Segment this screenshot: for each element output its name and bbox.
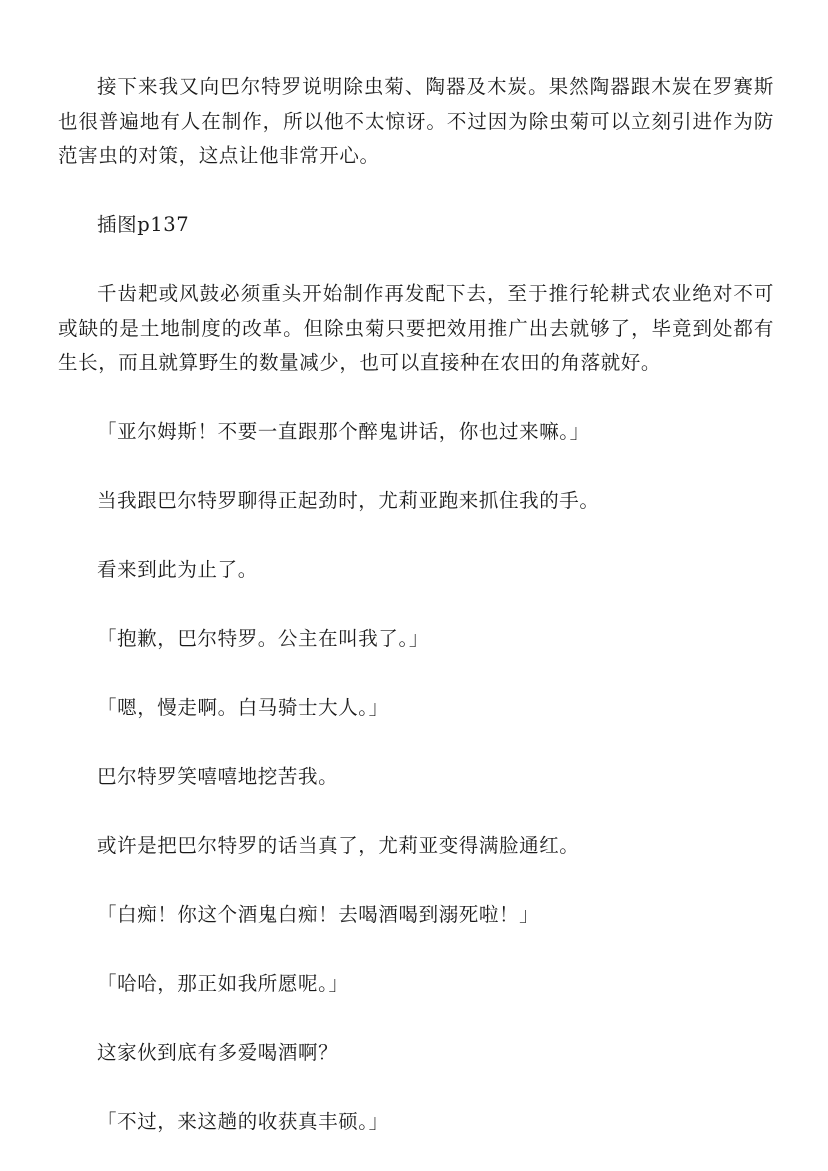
narration-line: 或许是把巴尔特罗的话当真了，尤莉亚变得满脸通红。 <box>97 834 580 857</box>
narration-line: 看来到此为止了。 <box>97 558 258 581</box>
paragraph-3: 千齿耙或风鼓必须重头开始制作再发配下去，至于推行轮耕式农业绝对不可或缺的是土地制度的改革。但除虫菊只要把效用推广出去就够了，毕竟到处都有生长，而且就算野生的数量减少，也可以直接种在农田的角落就好。 <box>58 282 774 374</box>
dialogue-line: 「抱歉，巴尔特罗。公主在叫我了。」 <box>97 627 429 650</box>
narration-line: 巴尔特罗笑嘻嘻地挖苦我。 <box>97 765 339 788</box>
dialogue-line: 「白痴！你这个酒鬼白痴！去喝酒喝到溺死啦！」 <box>97 903 540 926</box>
dialogue-line: 「亚尔姆斯！不要一直跟那个醉鬼讲话，你也过来嘛。」 <box>97 420 590 443</box>
dialogue-line: 「不过，来这趟的收获真丰硕。」 <box>97 1110 389 1133</box>
paragraph-1: 接下来我又向巴尔特罗说明除虫菊、陶器及木炭。果然陶器跟木炭在罗赛斯也很普遍地有人在制作，所以他不太惊讶。不过因为除虫菊可以立刻引进作为防范害虫的对策，这点让他非常开心。 <box>58 75 774 167</box>
dialogue-line: 「哈哈，那正如我所愿呢。」 <box>97 972 349 995</box>
illustration-marker: 插图p137 <box>97 213 190 236</box>
dialogue-line: 「嗯，慢走啊。白马骑士大人。」 <box>97 696 389 719</box>
narration-line: 当我跟巴尔特罗聊得正起劲时，尤莉亚跑来抓住我的手。 <box>97 489 600 512</box>
document-page <box>58 70 774 1140</box>
narration-line: 这家伙到底有多爱喝酒啊？ <box>97 1041 339 1064</box>
